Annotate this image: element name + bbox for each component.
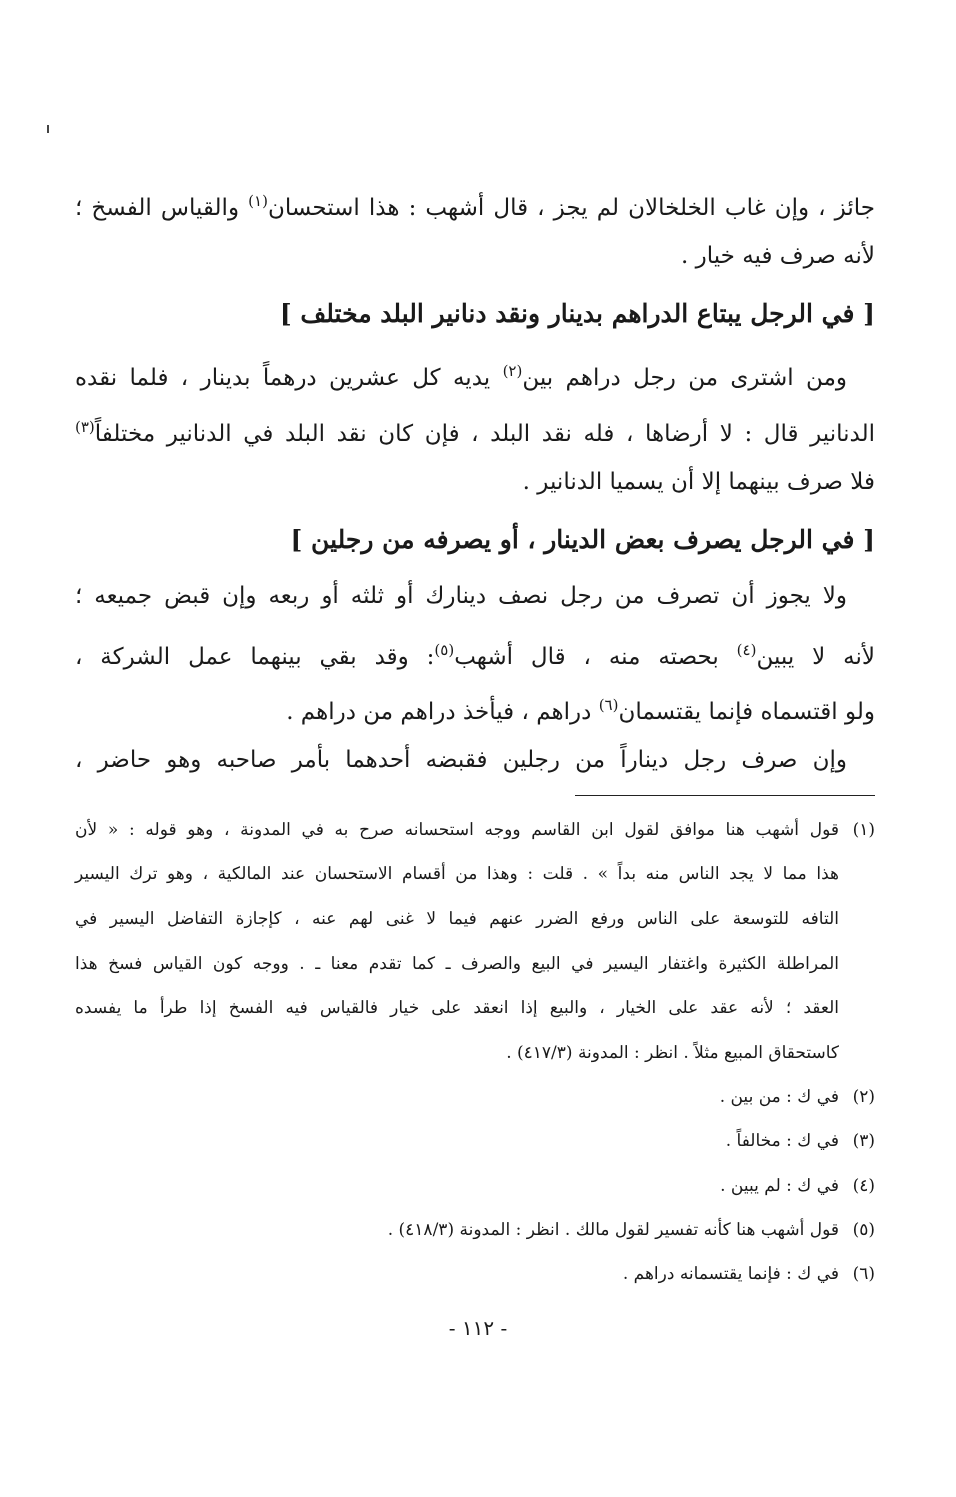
footnote-ref-2[interactable]: (٢) <box>502 362 523 380</box>
footnote-ref-6[interactable]: (٦) <box>598 696 619 714</box>
footnote-ref-5[interactable]: (٥) <box>434 641 455 659</box>
footnote-1-line6: كاستحقاق المبيع مثلاً . انظر : المدونة (٤١٧/٣) . <box>506 1043 839 1063</box>
footnote-ref-1[interactable]: (١) <box>248 192 268 210</box>
footnote-6: (٦)في ك : فإنما يقتسمانه دراهم . <box>622 1264 875 1284</box>
footnote-ref-3[interactable]: (٣) <box>75 418 95 436</box>
footnote-3: (٣)في ك : مخالفاً . <box>725 1131 875 1151</box>
footnote-number: (٣) <box>852 1131 875 1151</box>
footnote-1-line2: هذا مما لا يجد الناس منه بداً » . قلت : وهذا من أقسام الاستحسان عند المالكية ، وهو ترك اليسير <box>75 864 839 884</box>
footnote-1-line4: المراطلة الكثيرة واغتفار اليسير في البيع والصرف ـ كما تقدم معنا ـ . ووجه كون القياس فسخ هذا <box>75 954 839 974</box>
para2-line3: فلا صرف بينهما إلا أن يسميا الدنانير . <box>522 469 875 495</box>
footnote-5: (٥)قول أشهب هنا كأنه تفسير لقول مالك . انظر : المدونة (٤١٨/٣) . <box>387 1220 875 1240</box>
footnote-1-line3: التافه للتوسعة على الناس ورفع الضرر عنهم فيما لا غنى لهم عنه ، كإجازة التفاضل اليسير في <box>75 909 839 929</box>
para2-line2: الدنانير قال : لا أرضاها ، فله نقد البلد ، فإن كان نقد البلد في الدنانير مختلفاً$^{(٣)}$ <box>75 418 875 447</box>
footnote-ref-4[interactable]: (٤) <box>736 641 757 659</box>
footnote-separator <box>575 795 875 796</box>
footnote-number: (٦) <box>852 1264 875 1284</box>
para3-line2: لأنه لا يبين$^{(٤)}$ بحصته منه ، قال أشهب$^{(٥)}$: وقد بقي بينهما عمل الشركة ، <box>75 641 875 670</box>
footnote-1-line1: (١)قول أشهب هنا موافق لقول ابن القاسم ووجه استحسانه صرح به في المدونة ، وهو قوله : « لأن <box>75 820 875 840</box>
para2-line1: ومن اشترى من رجل دراهم بين$^{(٢)}$ يديه كل عشرين درهماً بدينار ، فلما نقده <box>75 362 847 391</box>
scan-mark <box>47 125 49 133</box>
para1-line1: جائز ، وإن غاب الخلخالان لم يجز ، قال أشهب : هذا استحسان$^{(١)}$ والقياس الفسخ ؛ <box>75 192 876 221</box>
footnote-4: (٤)في ك : لم يبين . <box>720 1176 875 1196</box>
page-number: - ١١٢ - <box>448 1316 508 1340</box>
footnote-number: (٢) <box>852 1087 875 1107</box>
footnote-number: (٤) <box>852 1176 875 1196</box>
page-body <box>75 0 875 1497</box>
footnote-1-line5: العقد ؛ لأنه عقد على الخيار ، والبيع إذا انعقد على خيار فالقياس فيه الفسخ إذا طرأ ما يفسده <box>75 998 839 1018</box>
footnote-2: (٢)في ك : من بين . <box>719 1087 875 1107</box>
section-heading-1: [ في الرجل يبتاع الدراهم بدينار ونقد دنانير البلد مختلف ] <box>279 299 875 328</box>
section-heading-2: [ في الرجل يصرف بعض الدينار ، أو يصرفه من رجلين ] <box>290 525 875 554</box>
para3-line1: ولا يجوز أن تصرف من رجل نصف دينارك أو ثلثه أو ربعه وإن قبض جميعه ؛ <box>75 583 847 609</box>
footnote-number: (٥) <box>852 1220 875 1240</box>
footnote-number: (١) <box>852 820 875 840</box>
para4-line1: وإن صرف رجل ديناراً من رجلين فقبضه أحدهما بأمر صاحبه وهو حاضر ، <box>75 747 847 773</box>
para3-line3: ولو اقتسماه فإنما يقتسمان$^{(٦)}$ دراهم ، فيأخذ دراهم من دراهم . <box>286 696 875 725</box>
para1-line2: لأنه صرف فيه خيار . <box>680 243 875 269</box>
